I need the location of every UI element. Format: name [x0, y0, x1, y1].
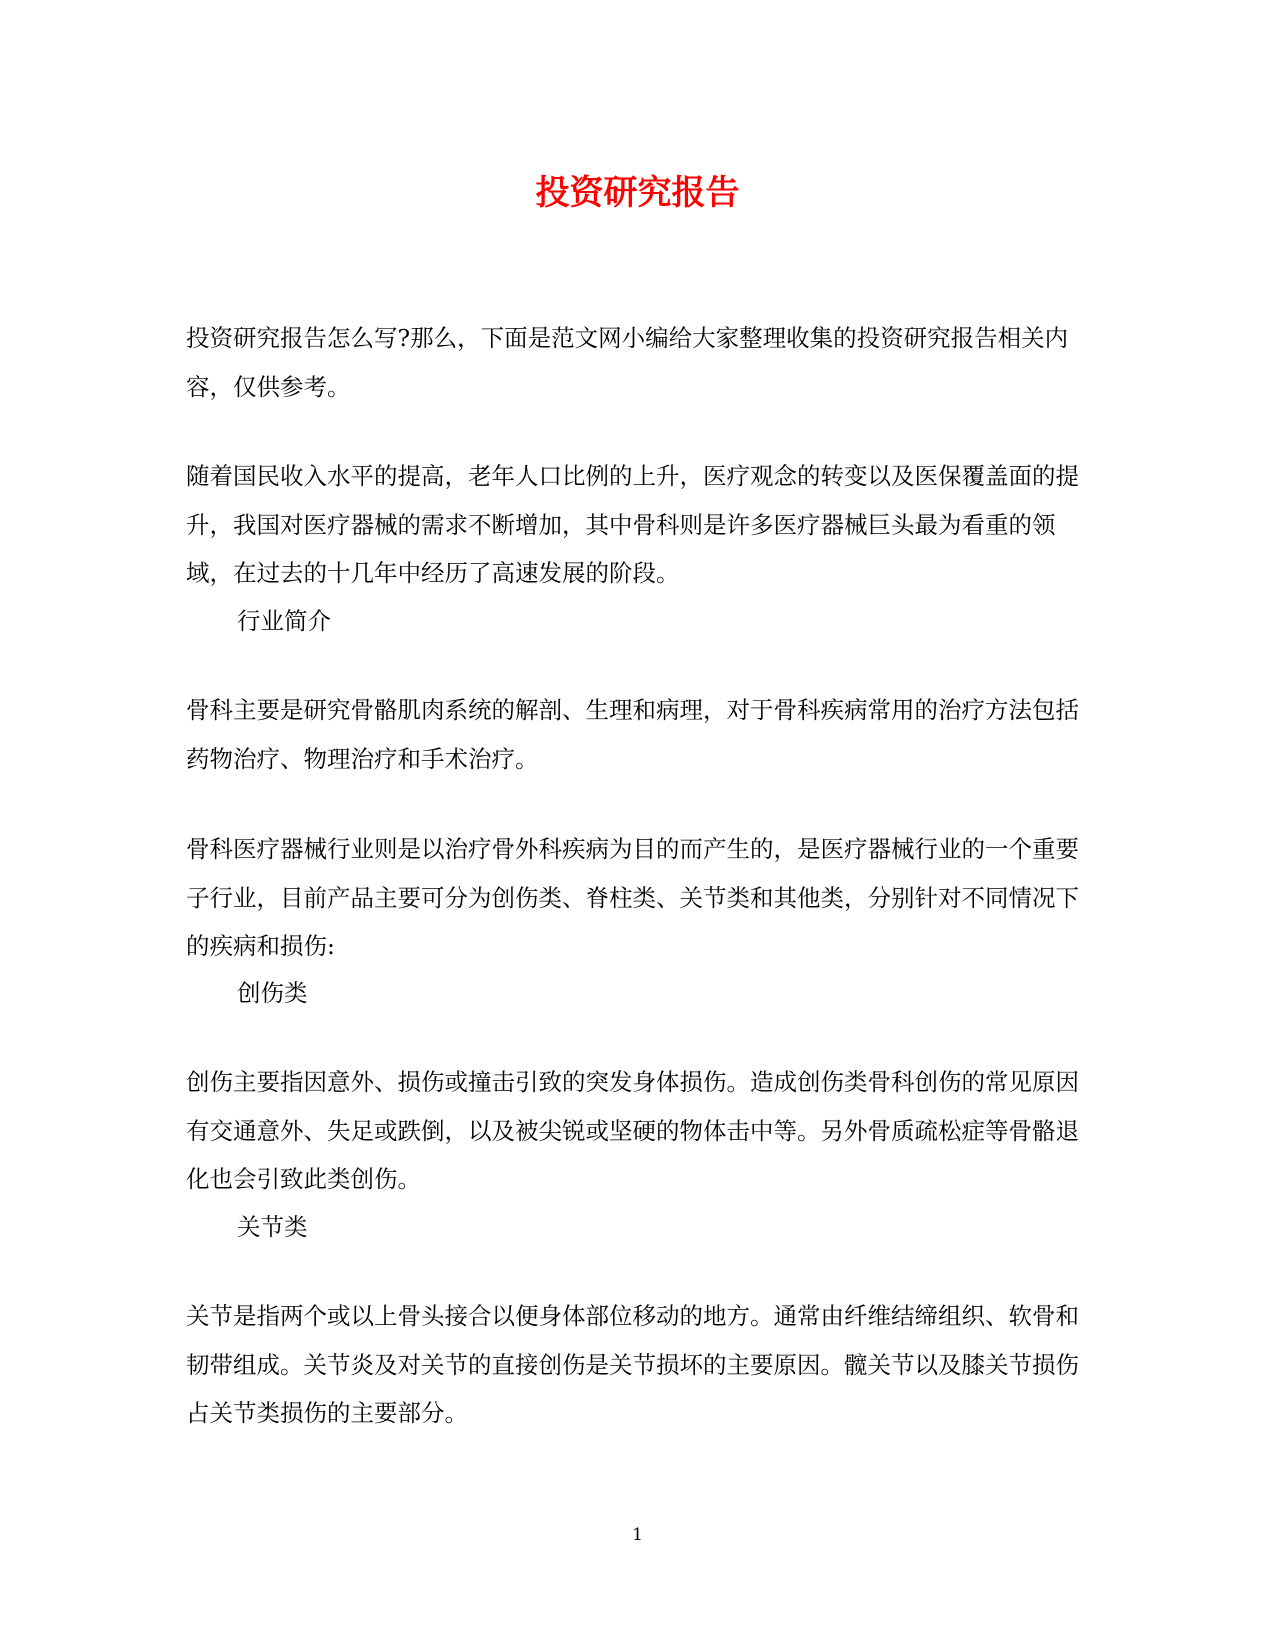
trauma-paragraph: 创伤主要指因意外、损伤或撞击引致的突发身体损伤。造成创伤类骨科创伤的常见原因有交通意外、失足或跌倒，以及被尖锐或坚硬的物体击中等。另外骨质疏松症等骨骼退化也会引致此类创伤。	[186, 1068, 1079, 1193]
joint-paragraph: 关节是指两个或以上骨头接合以便身体部位移动的地方。通常由纤维结缔组织、软骨和韧带组成。关节炎及对关节的直接创伤是关节损坏的主要原因。髋关节以及膝关节损伤占关节类损伤的主要部分。	[186, 1302, 1079, 1427]
intro-paragraph: 投资研究报告怎么写?那么，下面是范文网小编给大家整理收集的投资研究报告相关内容，仅供参考。	[186, 324, 1069, 401]
section-heading-industry-intro: 行业简介	[237, 607, 331, 635]
section-heading-trauma: 创伤类	[237, 979, 308, 1007]
document-title: 投资研究报告	[535, 173, 740, 213]
orthopedic-devices-paragraph: 骨科医疗器械行业则是以治疗骨外科疾病为目的而产生的，是医疗器械行业的一个重要子行业，目前产品主要可分为创伤类、脊柱类、关节类和其他类，分别针对不同情况下的疾病和损伤:	[186, 835, 1079, 960]
background-paragraph: 随着国民收入水平的提高，老年人口比例的上升，医疗观念的转变以及医保覆盖面的提升，我国对医疗器械的需求不断增加，其中骨科则是许多医疗器械巨头最为看重的领域，在过去的十几年中经历了高速发展的阶段。	[186, 462, 1079, 587]
section-heading-joint: 关节类	[237, 1213, 308, 1241]
page-number: 1	[632, 1525, 643, 1545]
orthopedics-paragraph: 骨科主要是研究骨骼肌肉系统的解剖、生理和病理，对于骨科疾病常用的治疗方法包括药物治疗、物理治疗和手术治疗。	[186, 696, 1079, 773]
